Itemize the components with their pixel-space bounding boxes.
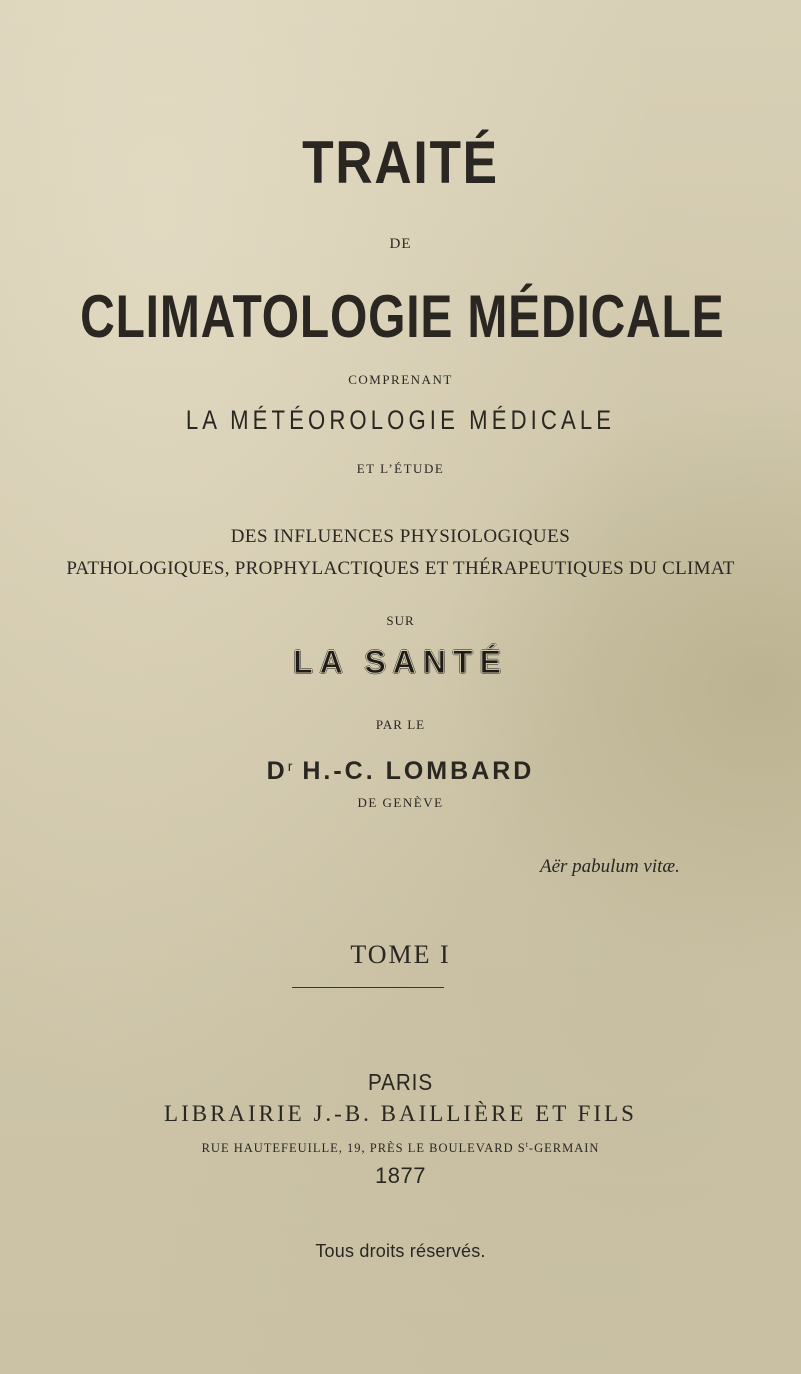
subtitle-et-etude: ET L’ÉTUDE — [356, 461, 445, 476]
publisher-name: LIBRAIRIE J.-B. BAILLIÈRE ET FILS — [164, 1101, 637, 1126]
title-de: DE — [389, 236, 412, 252]
author-prefix: D — [266, 757, 288, 785]
subtitle-sur: SUR — [386, 613, 415, 628]
divider-rule — [292, 987, 444, 988]
address-sup: t — [525, 1140, 529, 1149]
subtitle-comprenant: COMPRENANT — [348, 372, 453, 387]
author-origin: DE GENÈVE — [357, 795, 444, 810]
subtitle-pathologiques: PATHOLOGIQUES, PROPHYLACTIQUES ET THÉRAPEUTIQUES DU CLIMAT — [66, 558, 735, 579]
title-main: CLIMATOLOGIE MÉDICALE — [80, 283, 725, 350]
rights-notice: Tous droits réservés. — [315, 1241, 486, 1261]
author-par-le: PAR LE — [375, 717, 426, 732]
title-traite: TRAITÉ — [302, 129, 499, 196]
publisher-city: PARIS — [367, 1069, 434, 1095]
publisher-address — [0, 1140, 801, 1156]
subtitle-sante: LA SANTÉ — [293, 644, 508, 680]
address-before: RUE HAUTEFEUILLE, 19, PRÈS LE BOULEVARD S — [201, 1141, 526, 1155]
motto: Aër pabulum vitæ. — [540, 856, 680, 877]
subtitle-influences: DES INFLUENCES PHYSIOLOGIQUES — [230, 526, 571, 547]
volume-label: TOME I — [350, 940, 451, 969]
subtitle-meteorologie: LA MÉTÉOROLOGIE MÉDICALE — [185, 405, 616, 435]
publication-year: 1877 — [375, 1163, 426, 1188]
author-name: H.-C. LOMBARD — [292, 757, 535, 785]
address-after: -GERMAIN — [528, 1141, 600, 1155]
author-prefix-sup: r — [287, 758, 293, 774]
author-name-line — [0, 757, 801, 786]
